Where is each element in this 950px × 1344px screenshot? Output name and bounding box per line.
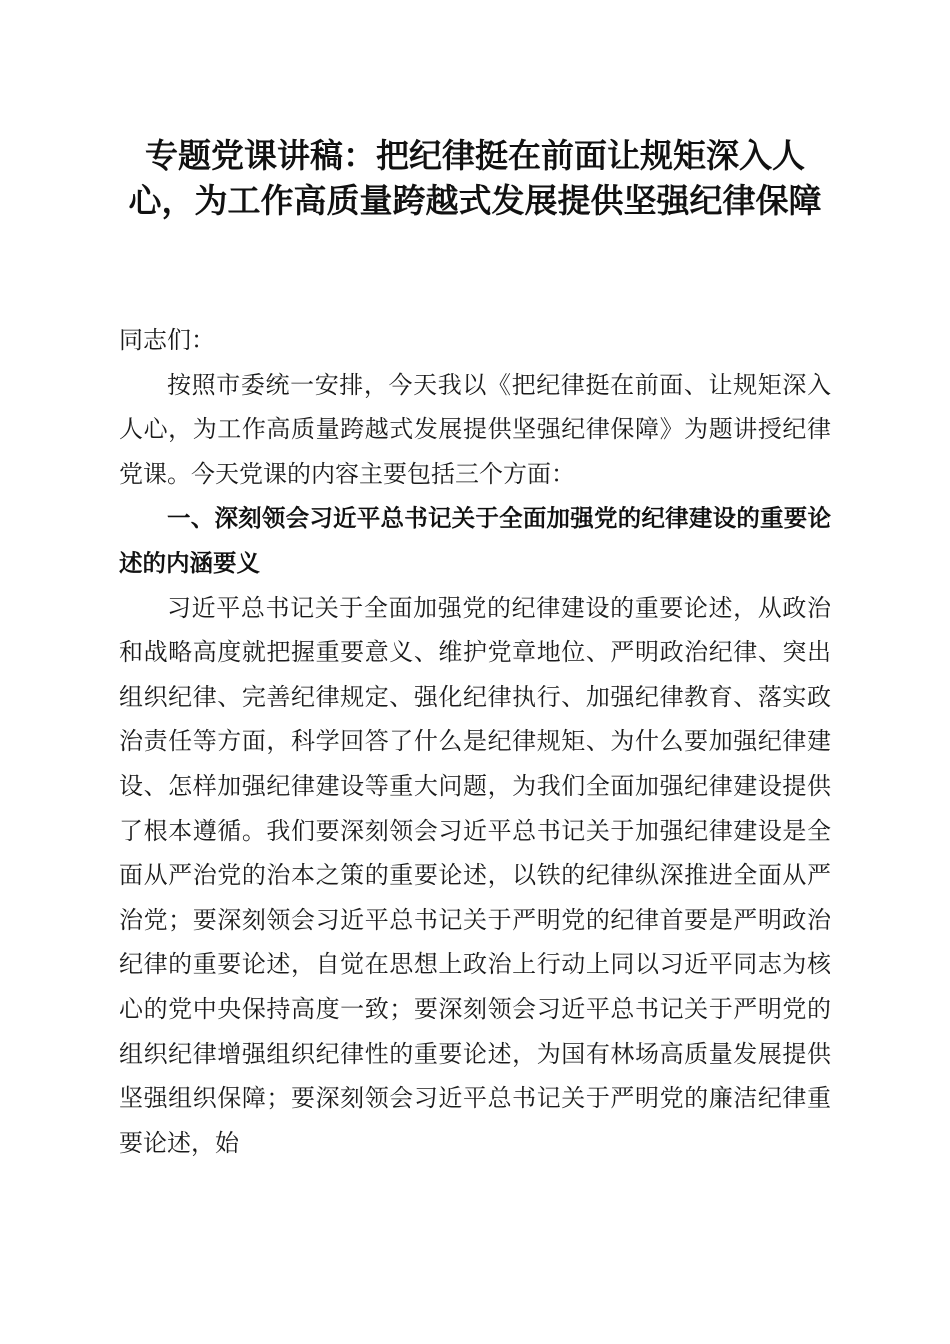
salutation: 同志们：	[119, 326, 215, 354]
section-1-paragraph: 习近平总书记关于全面加强党的纪律建设的重要论述，从政治和战略高度就把握重要意义、维护党章地位、严明政治纪律、突出组织纪律、完善纪律规定、强化纪律执行、加强纪律教育、落实政治责任等方面，科学回答了什么是纪律规矩、为什么要加强纪律建设、怎样加强纪律建设等重大问题，为我们全面加强纪律建设提供了根本遵循。我们要深刻领会习近平总书记关于加强纪律建设是全面从严治党的治本之策的重要论述，以铁的纪律纵深推进全面从严治党；要深刻领会习近平总书记关于严明党的纪律首要是严明政治纪律的重要论述，自觉在思想上政治上行动上同以习近平同志为核心的党中央保持高度一致；要深刻领会习近平总书记关于严明党的组织纪律增强组织纪律性的重要论述，为国有林场高质量发展提供坚强组织保障；要深刻领会习近平总书记关于严明党的廉洁纪律重要论述，始	[119, 593, 831, 1157]
document-body	[119, 318, 831, 1165]
document-title: 专题党课讲稿：把纪律挺在前面让规矩深入人心，为工作高质量跨越式发展提供坚强纪律保障	[128, 136, 822, 220]
intro-paragraph: 按照市委统一安排，今天我以《把纪律挺在前面、让规矩深入人心，为工作高质量跨越式发展提供坚强纪律保障》为题讲授纪律党课。今天党课的内容主要包括三个方面：	[119, 370, 831, 488]
section-heading-1: 一、深刻领会习近平总书记关于全面加强党的纪律建设的重要论述的内涵要义	[119, 504, 831, 577]
